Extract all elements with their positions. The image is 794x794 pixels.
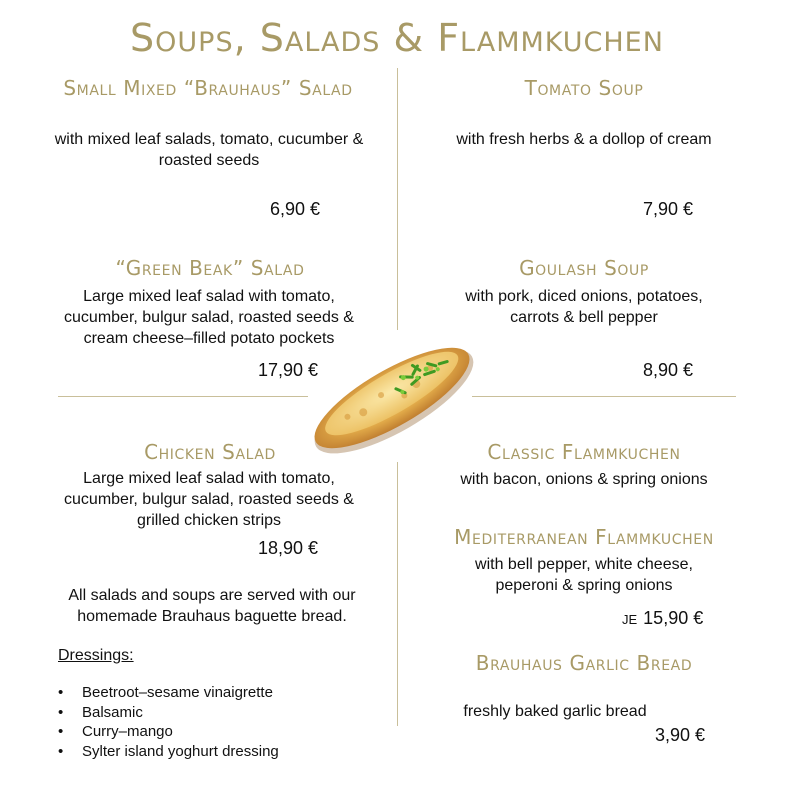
column-divider-bottom xyxy=(397,462,398,726)
garlic-bread-image xyxy=(300,336,485,461)
row-divider-left xyxy=(58,396,308,397)
item-name: Goulash Soup xyxy=(519,256,649,280)
menu-title: Soups, Salads & Flammkuchen xyxy=(130,16,664,60)
item-price xyxy=(622,608,703,629)
item-price: 18,90 € xyxy=(258,538,319,558)
item-name: Small Mixed “Brauhaus” Salad xyxy=(63,76,353,100)
price-prefix: JE xyxy=(622,612,638,627)
row-divider-right xyxy=(472,396,736,397)
item-description: with bell pepper, white cheese, peperoni & spring onions xyxy=(475,556,693,594)
item-description: with mixed leaf salads, tomato, cucumber & roasted seeds xyxy=(54,131,364,169)
item-name: Brauhaus Garlic Bread xyxy=(475,651,693,675)
item-name: Tomato Soup xyxy=(524,76,644,100)
item-price: 17,90 € xyxy=(258,360,319,380)
item-name: Chicken Salad xyxy=(144,440,276,464)
dressing-item: • Sylter island yoghurt dressing xyxy=(58,742,279,762)
item-price: 6,90 € xyxy=(270,199,321,219)
item-price: 8,90 € xyxy=(643,360,694,380)
dressings-label: Dressings: xyxy=(58,647,134,664)
item-price: 3,90 € xyxy=(655,725,706,745)
item-price: 7,90 € xyxy=(643,199,694,219)
column-divider-top xyxy=(397,68,398,330)
dressing-item: • Beetroot–sesame vinaigrette xyxy=(58,683,279,703)
dressing-item: • Curry–mango xyxy=(58,722,279,742)
item-description: freshly baked garlic bread xyxy=(463,703,647,720)
item-description: Large mixed leaf salad with tomato, cucumber, bulgur salad, roasted seeds & cream cheese–filled potato pockets xyxy=(64,288,354,347)
dressings-list xyxy=(58,683,279,761)
bread-note: All salads and soups are served with our homemade Brauhaus baguette bread. xyxy=(68,587,356,625)
item-description: with pork, diced onions, potatoes, carrots & bell pepper xyxy=(465,288,703,326)
price-value: 15,90 € xyxy=(643,608,704,628)
item-description: Large mixed leaf salad with tomato, cucumber, bulgur salad, roasted seeds & grilled chicken strips xyxy=(64,470,354,529)
item-name: Mediterranean Flammkuchen xyxy=(454,525,714,549)
item-description: with bacon, onions & spring onions xyxy=(460,471,708,488)
item-description: with fresh herbs & a dollop of cream xyxy=(456,131,712,148)
item-name: Classic Flammkuchen xyxy=(487,440,681,464)
item-name: “Green Beak” Salad xyxy=(115,256,305,280)
dressing-item: • Balsamic xyxy=(58,703,279,723)
